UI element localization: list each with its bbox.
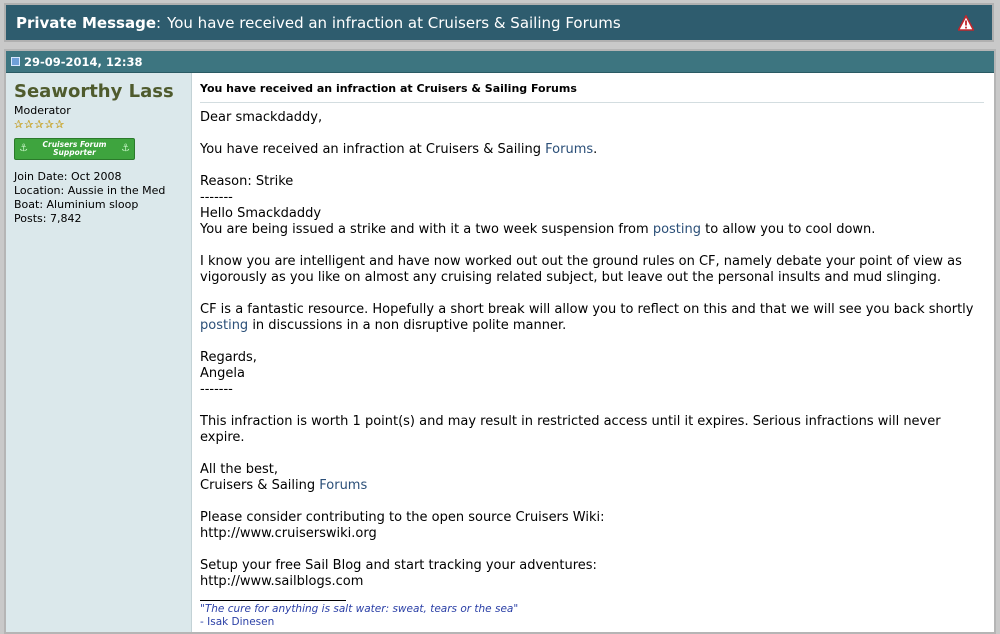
pm-label: Private Message <box>16 13 156 32</box>
pm-subject: You have received an infraction at Cruisers & Sailing Forums <box>167 13 621 32</box>
wiki-block <box>200 510 984 542</box>
forums-link[interactable]: Forums <box>319 478 368 493</box>
pm-titlebar <box>4 3 994 42</box>
badge-line2: Supporter <box>53 148 96 157</box>
post-count: Posts: 7,842 <box>14 212 82 225</box>
star-icon: ✰ <box>14 118 24 131</box>
supporter-badge <box>14 138 135 160</box>
rank-stars <box>14 119 191 130</box>
cf-end: in discussions in a non disruptive polite manner. <box>248 318 567 333</box>
badge-line1: Cruisers Forum <box>42 140 107 149</box>
sender-name: Angela <box>200 366 245 381</box>
pm-colon: : <box>156 13 162 32</box>
post-date: 29-09-2014, 12:38 <box>24 54 143 69</box>
intro-text: You have received an infraction at Cruisers & Sailing <box>200 142 546 157</box>
separator-dashes: ------- <box>200 190 233 205</box>
forum-name: Cruisers & Sailing <box>200 478 320 493</box>
star-icon: ✰ <box>24 118 34 131</box>
user-info-panel <box>6 73 192 634</box>
closing-block <box>200 462 984 494</box>
regards-block <box>200 350 984 398</box>
star-icon: ✰ <box>34 118 44 131</box>
cf-text: CF is a fantastic resource. Hopefully a short break will allow you to reflect on this and that we will see you back shortly <box>200 302 974 317</box>
reason: Reason: Strike <box>200 174 294 189</box>
paragraph-ground-rules: I know you are intelligent and have now worked out out the ground rules on CF, namely debate your point of view as vigorously as you like on almost any cruising related subject, but leave out the personal insults and mud slinging. <box>200 254 962 285</box>
anchor-icon: ⚓ <box>121 143 130 154</box>
supporter-badge-text <box>43 141 107 157</box>
message-title: You have received an infraction at Cruisers & Sailing Forums <box>200 81 984 103</box>
post-icon <box>11 57 20 66</box>
signature-author: - Isak Dinesen <box>200 616 275 628</box>
blog-text: Setup your free Sail Blog and start tracking your adventures: <box>200 558 597 573</box>
closing: All the best, <box>200 462 278 477</box>
reason-block <box>200 174 984 238</box>
forums-link[interactable]: Forums <box>545 142 594 157</box>
post-container <box>4 49 996 634</box>
star-icon: ✰ <box>54 118 65 131</box>
suspension-end: to allow you to cool down. <box>701 222 876 237</box>
infraction-worth: This infraction is worth 1 point(s) and may result in restricted access until it expires. Serious infractions will never expire. <box>200 414 941 445</box>
signature-divider <box>200 600 346 601</box>
regards: Regards, <box>200 350 257 365</box>
message-area <box>192 73 994 634</box>
greeting: Dear smackdaddy, <box>200 110 323 125</box>
post-body <box>6 73 994 634</box>
posting-link[interactable]: posting <box>200 318 249 333</box>
user-title: Moderator <box>14 104 71 117</box>
blog-url: http://www.sailblogs.com <box>200 574 364 589</box>
suspension-text: You are being issued a strike and with it a two week suspension from <box>200 222 653 237</box>
intro-line <box>200 142 984 158</box>
posting-link[interactable]: posting <box>652 222 701 237</box>
user-stats <box>14 170 191 226</box>
wiki-url: http://www.cruiserswiki.org <box>200 526 377 541</box>
separator-dashes: ------- <box>200 382 233 397</box>
location: Location: Aussie in the Med <box>14 184 166 197</box>
wiki-text: Please consider contributing to the open source Cruisers Wiki: <box>200 510 605 525</box>
message-body <box>200 110 984 629</box>
star-icon: ✰ <box>44 118 54 131</box>
blog-block <box>200 558 984 590</box>
username[interactable]: Seaworthy Lass <box>14 81 174 102</box>
warning-icon <box>958 15 974 31</box>
boat: Boat: Aluminium sloop <box>14 198 139 211</box>
post-header <box>6 51 994 73</box>
hello-line: Hello Smackdaddy <box>200 206 322 221</box>
anchor-icon: ⚓ <box>19 143 28 154</box>
join-date: Join Date: Oct 2008 <box>14 170 122 183</box>
intro-end: . <box>593 142 598 157</box>
signature-quote: "The cure for anything is salt water: sweat, tears or the sea" <box>200 603 519 615</box>
paragraph-cf <box>200 302 984 334</box>
